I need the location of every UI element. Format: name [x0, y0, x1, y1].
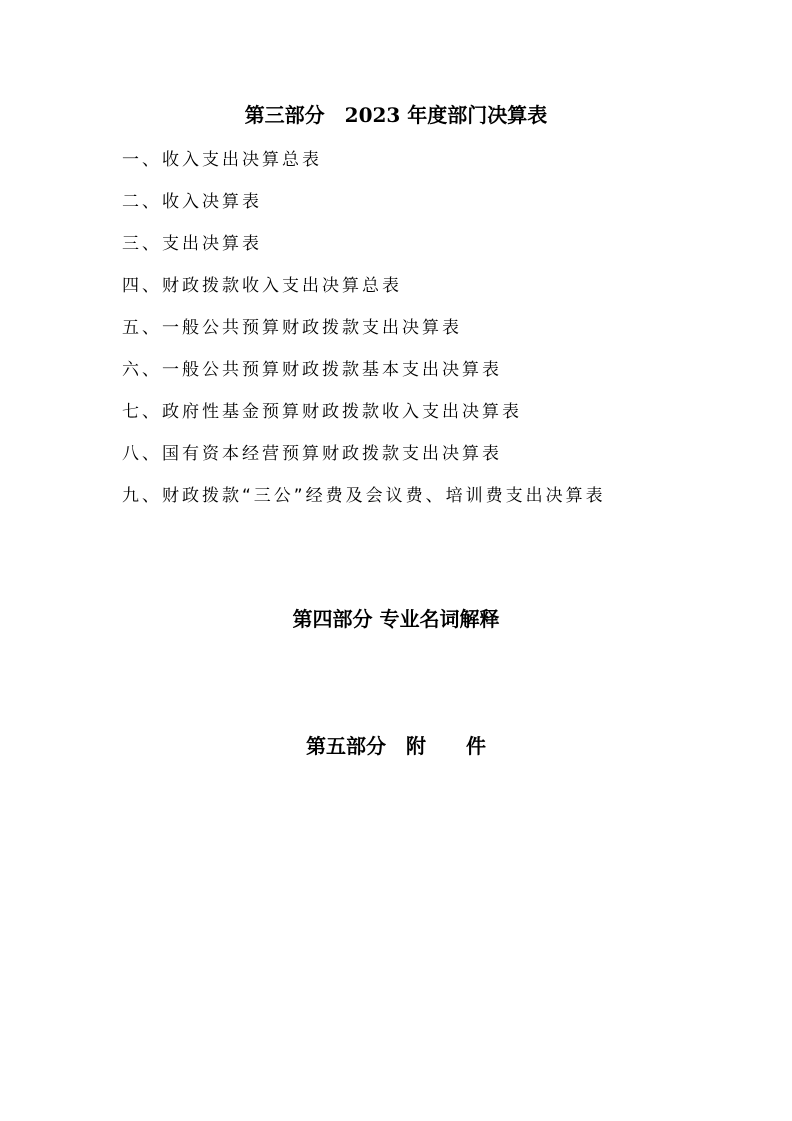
part5-heading: 第五部分 附 件	[306, 734, 486, 758]
part3-heading: 第三部分 2023 年度部门决算表	[244, 103, 548, 127]
toc-item-7: 七、政府性基金预算财政拨款收入支出决算表	[122, 402, 522, 422]
toc-item-6: 六、一般公共预算财政拨款基本支出决算表	[122, 360, 502, 380]
toc-item-9: 九、财政拨款“三公”经费及会议费、培训费支出决算表	[122, 486, 606, 506]
toc-item-8: 八、国有资本经营预算财政拨款支出决算表	[122, 444, 502, 464]
toc-item-1: 一、收入支出决算总表	[122, 150, 322, 170]
toc-item-3: 三、支出决算表	[122, 234, 262, 254]
toc-item-5: 五、一般公共预算财政拨款支出决算表	[122, 318, 462, 338]
part3-table-list	[122, 146, 606, 524]
part4-heading: 第四部分 专业名词解释	[292, 607, 500, 631]
toc-item-4: 四、财政拨款收入支出决算总表	[122, 276, 402, 296]
toc-item-2: 二、收入决算表	[122, 192, 262, 212]
